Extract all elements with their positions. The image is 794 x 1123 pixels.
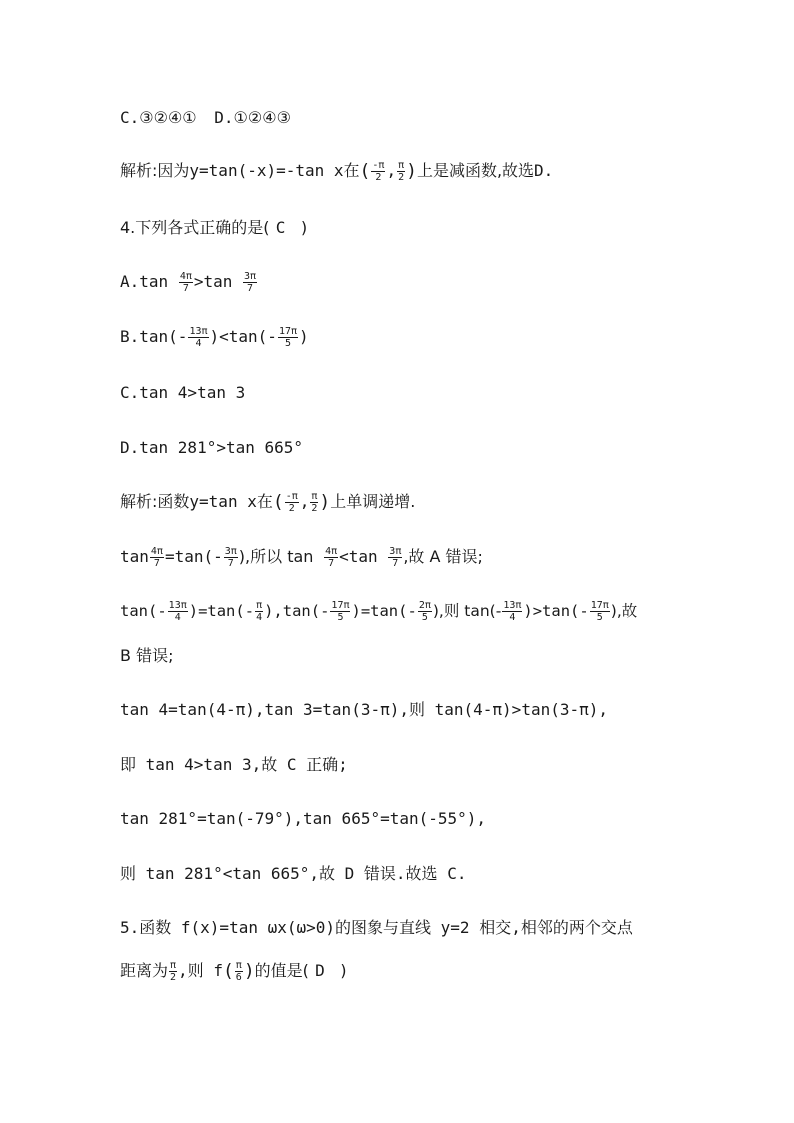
fraction: $\frac{\pi}{6}$: [235, 960, 242, 983]
fraction: $\frac{3\pi}{7}$: [389, 546, 402, 569]
fraction: $\frac{-\pi}{2}$: [285, 491, 298, 514]
fraction: $\frac{13\pi}{4}$: [189, 326, 208, 349]
analysis-4-line-7: 则 tan 281°<tan 665°,故 D 错误.故选 C.: [120, 864, 467, 883]
fraction: $\frac{3\pi}{7}$: [244, 271, 257, 294]
analysis-4-line-4: tan 4=tan(4-π),tan 3=tan(3-π),则 tan(4-π)>tan(3-π),: [120, 700, 609, 719]
answer-mark: D: [315, 961, 325, 980]
answer-mark: C: [275, 218, 286, 237]
analysis-4-line-6: tan 281°=tan(-79°),tan 665°=tan(-55°),: [120, 809, 487, 828]
option-d: D.①②④③: [214, 108, 291, 127]
fraction: $\frac{17\pi}{5}$: [590, 600, 609, 623]
analysis-4-line-3b: B 错误;: [120, 646, 174, 665]
fraction: $\frac{\pi}{4}$: [256, 600, 263, 623]
option-c: C.tan 4>tan 3: [120, 383, 246, 402]
fraction: $\frac{\pi}{2}$: [398, 160, 405, 183]
question-4-stem: 4.下列各式正确的是( C ): [120, 218, 310, 237]
fraction: $\frac{4\pi}{7}$: [179, 271, 192, 294]
fraction: $\frac{17\pi}{5}$: [331, 600, 350, 623]
analysis-3-line: 解析:因为y=tan(-x)=-tan x在( $\frac{-\pi}{2}$ , $\frac{\pi}{2}$ )上是减函数,故选D.: [120, 160, 554, 183]
option-b: B.tan(- $\frac{13\pi}{4}$ )<tan(- $\frac{17\pi}{5}$ ): [120, 326, 309, 349]
option-d: D.tan 281°>tan 665°: [120, 438, 304, 457]
fraction: $\frac{-\pi}{2}$: [372, 160, 385, 183]
analysis-4-line-2: tan $\frac{4\pi}{7}$ =tan(- $\frac{3\pi}{7}$ ),所以 tan $\frac{4\pi}{7}$ <tan $\frac{3\pi}{7}$ ,故 A 错误;: [120, 546, 483, 569]
fraction: $\frac{13\pi}{4}$: [168, 600, 187, 623]
fraction: $\frac{13\pi}{4}$: [503, 600, 522, 623]
option-a: A.tan $\frac{4\pi}{7}$ >tan $\frac{3\pi}{7}$: [120, 271, 257, 294]
fraction: $\frac{17\pi}{5}$: [278, 326, 297, 349]
option-c: C.③②④①: [120, 108, 197, 127]
fraction: $\frac{3\pi}{7}$: [224, 546, 237, 569]
analysis-4-line-1: 解析:函数y=tan x在( $\frac{-\pi}{2}$ , $\frac{\pi}{2}$ )上单调递增.: [120, 491, 416, 514]
fraction: $\frac{4\pi}{7}$: [325, 546, 338, 569]
fraction: $\frac{4\pi}{7}$: [150, 546, 163, 569]
question-5-stem: 5.函数 f(x)=tan ωx(ω>0)的图象与直线 y=2 相交,相邻的两个交点: [120, 918, 633, 937]
fraction: $\frac{\pi}{2}$: [170, 960, 177, 983]
analysis-4-line-3: tan(- $\frac{13\pi}{4}$ )=tan(- $\frac{\pi}{4}$ ),tan(- $\frac{17\pi}{5}$ )=tan(- $\frac{2\pi}{5}$ ),则 tan(- $\frac{13\pi}{4}$ )>tan(- $\frac{17\pi}{5}$ ),故: [120, 600, 638, 623]
question-5-stem-2: 距离为 $\frac{\pi}{2}$ ,则 f( $\frac{\pi}{6}$ )的值是( D ): [120, 960, 349, 983]
analysis-4-line-5: 即 tan 4>tan 3,故 C 正确;: [120, 755, 348, 774]
options-c-d-line: [120, 107, 291, 129]
fraction: $\frac{2\pi}{5}$: [418, 600, 431, 623]
fraction: $\frac{\pi}{2}$: [311, 491, 318, 514]
